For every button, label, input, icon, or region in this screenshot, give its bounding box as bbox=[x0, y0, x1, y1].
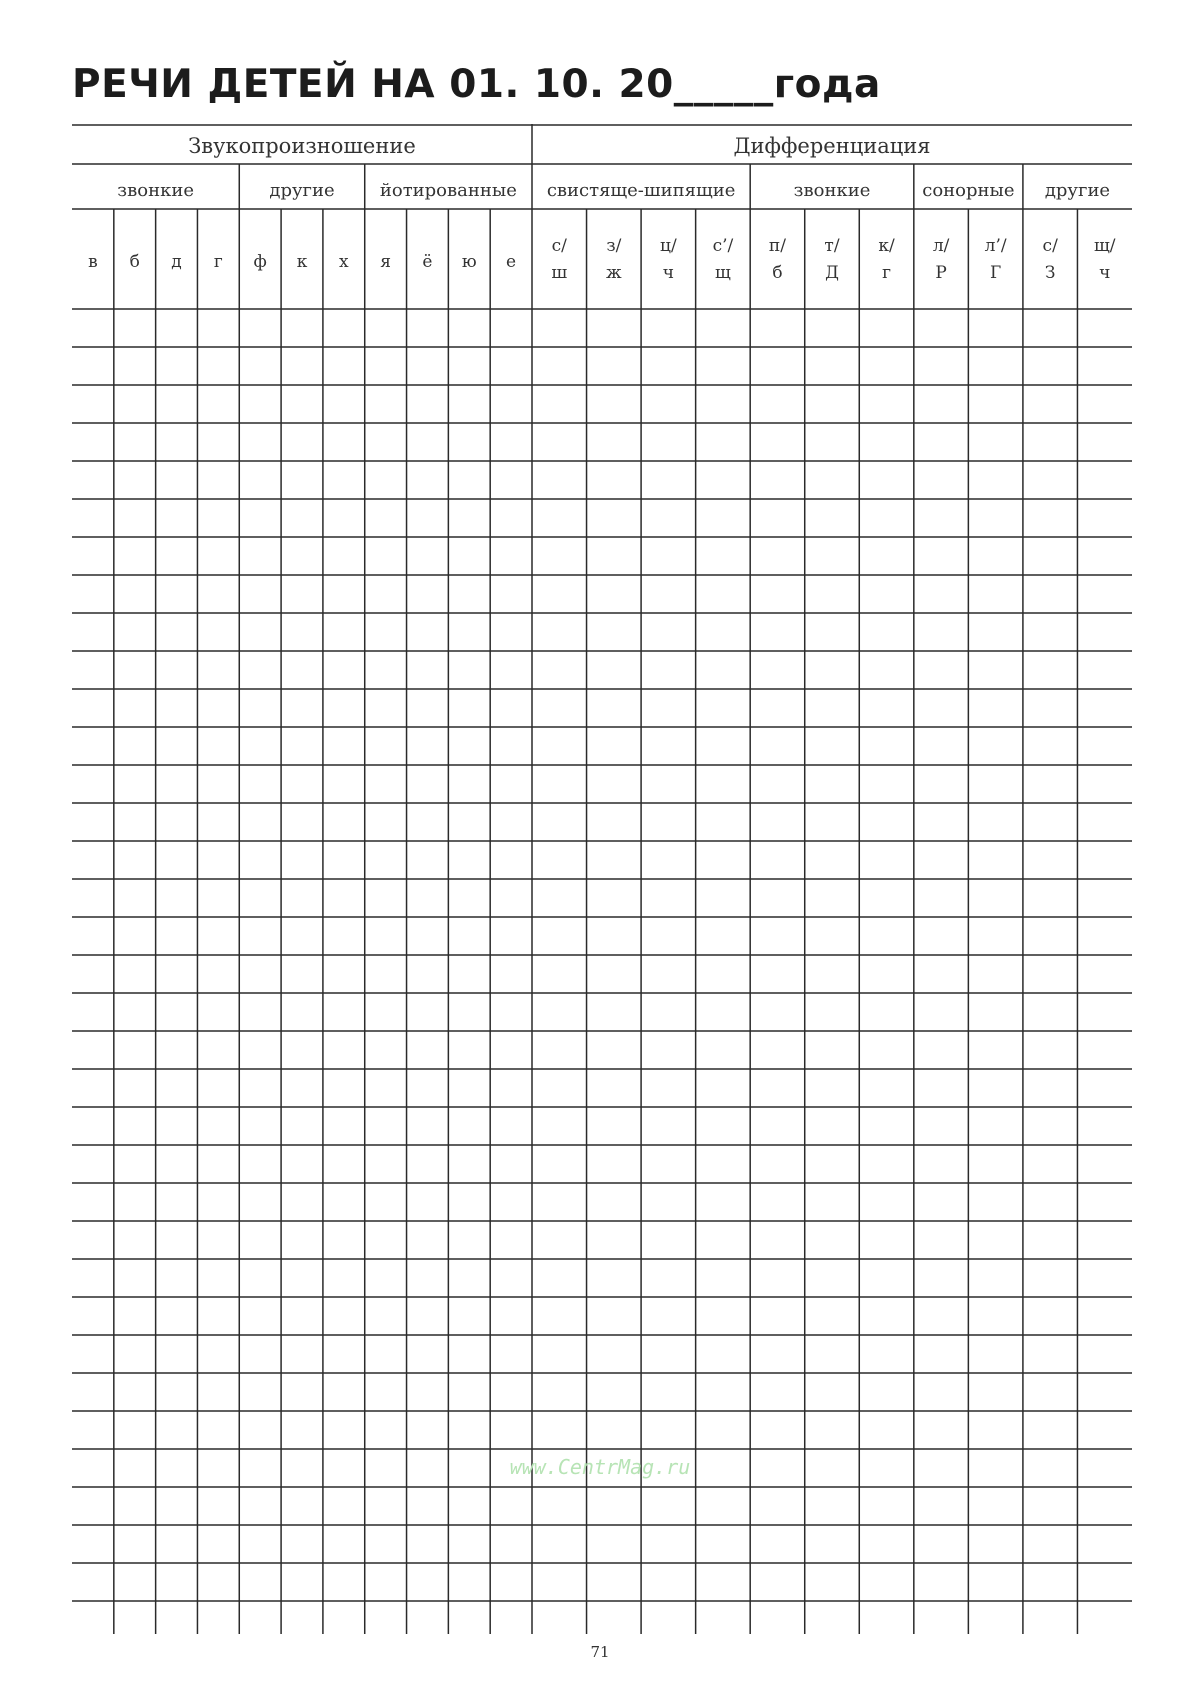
column-header: Д bbox=[825, 263, 839, 283]
column-header: б bbox=[129, 252, 140, 272]
column-header: т/ bbox=[824, 236, 840, 256]
column-header: л/ bbox=[932, 236, 950, 256]
column-header: е bbox=[506, 252, 517, 272]
column-header: щ/ bbox=[1093, 236, 1116, 256]
column-header: ц/ bbox=[660, 236, 677, 256]
column-header: щ bbox=[715, 263, 731, 283]
column-header: к bbox=[296, 252, 308, 272]
page-number: 71 bbox=[590, 1643, 610, 1661]
column-header: ж bbox=[605, 263, 622, 283]
column-header: д bbox=[171, 252, 182, 272]
column-header: х bbox=[339, 252, 349, 272]
column-header: Р bbox=[935, 263, 947, 283]
column-header: ф bbox=[253, 252, 267, 272]
page-title: РЕЧИ ДЕТЕЙ НА 01. 10. 20_____года bbox=[72, 62, 881, 107]
group-label: свистяще-шипящие bbox=[546, 180, 736, 201]
column-header: п/ bbox=[768, 236, 786, 256]
section-label: Звукопроизношение bbox=[188, 134, 416, 158]
column-header: з/ bbox=[606, 236, 622, 256]
column-header: л’/ bbox=[984, 236, 1007, 256]
group-label: йотированные bbox=[379, 180, 517, 201]
column-header: ш bbox=[551, 263, 568, 283]
column-header: с’/ bbox=[712, 236, 734, 256]
column-header: с/ bbox=[551, 236, 567, 256]
group-label: другие bbox=[1044, 180, 1111, 201]
group-label: другие bbox=[269, 180, 335, 201]
watermark: www.CentrMag.ru bbox=[509, 1455, 691, 1479]
column-header: ч bbox=[662, 263, 674, 283]
column-header: г bbox=[882, 263, 892, 283]
column-header: ю bbox=[461, 252, 477, 272]
column-header: ч bbox=[1099, 263, 1111, 283]
group-label: звонкие bbox=[117, 180, 194, 201]
column-header: г bbox=[213, 252, 223, 272]
column-header: ё bbox=[422, 252, 433, 272]
section-label: Дифференциация bbox=[733, 134, 931, 158]
column-header: в bbox=[88, 252, 98, 272]
column-header: З bbox=[1044, 263, 1056, 283]
column-header: Г bbox=[990, 263, 1002, 283]
column-header: б bbox=[772, 263, 783, 283]
table-grid bbox=[72, 124, 1132, 1634]
group-label: сонорные bbox=[922, 180, 1015, 201]
column-header: с/ bbox=[1042, 236, 1058, 256]
column-header: к/ bbox=[878, 236, 895, 256]
column-header: я bbox=[380, 252, 392, 272]
group-label: звонкие bbox=[793, 180, 871, 201]
speech-assessment-table bbox=[72, 124, 1132, 1634]
